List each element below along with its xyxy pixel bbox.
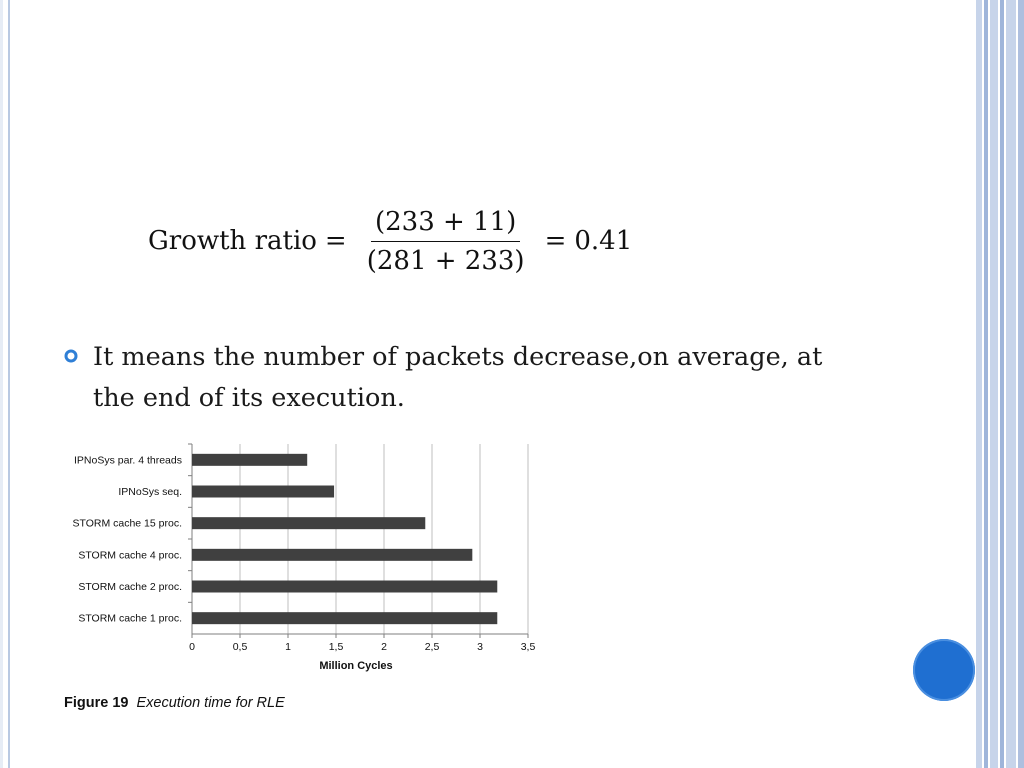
bar-1 [192, 486, 334, 498]
category-label-1: IPNoSys seq. [118, 486, 182, 498]
x-tick-label-3: 1,5 [328, 641, 344, 653]
figure-label: Figure 19 [64, 695, 129, 711]
formula-equals: = [324, 226, 347, 256]
x-axis-label: Million Cycles [319, 660, 393, 672]
formula-numerator: (233 + 11) [371, 207, 520, 242]
chart-svg [56, 438, 556, 678]
formula-equals-2: = [544, 226, 567, 256]
formula-lhs: Growth ratio [148, 226, 317, 256]
category-label-2: STORM cache 15 proc. [72, 517, 182, 530]
frame-left-edge [0, 0, 3, 768]
bullet-text: It means the number of packets decrease,on average, at the end of its execution. [93, 342, 823, 413]
x-tick-label-4: 2 [381, 641, 387, 653]
x-tick-label-0: 0 [189, 641, 195, 653]
category-label-0: IPNoSys par. 4 threads [74, 454, 182, 467]
figure-caption-text: Execution time for RLE [136, 695, 285, 711]
decorative-blue-circle [913, 639, 975, 701]
bar-4 [192, 581, 497, 593]
figure-caption [64, 695, 285, 711]
frame-right-band [976, 0, 1024, 768]
x-tick-label-2: 1 [285, 641, 291, 653]
x-tick-label-7: 3,5 [520, 641, 536, 653]
bar-5 [192, 612, 497, 624]
bar-0 [192, 454, 307, 466]
formula-fraction [363, 207, 529, 276]
formula-denominator: (281 + 233) [366, 245, 525, 276]
bar-2 [192, 517, 425, 529]
bar-3 [192, 549, 472, 561]
x-tick-label-5: 2,5 [424, 641, 440, 653]
formula-result: 0.41 [574, 226, 633, 256]
frame-left-rule [8, 0, 10, 768]
x-tick-label-1: 0,5 [232, 641, 248, 653]
category-label-4: STORM cache 2 proc. [78, 581, 182, 593]
execution-time-chart [56, 438, 556, 682]
growth-ratio-formula [148, 200, 632, 282]
ring-bullet-icon [64, 349, 78, 363]
category-label-3: STORM cache 4 proc. [78, 549, 182, 562]
category-label-5: STORM cache 1 proc. [78, 612, 182, 625]
bullet-item [64, 337, 824, 419]
x-tick-label-6: 3 [477, 641, 483, 653]
